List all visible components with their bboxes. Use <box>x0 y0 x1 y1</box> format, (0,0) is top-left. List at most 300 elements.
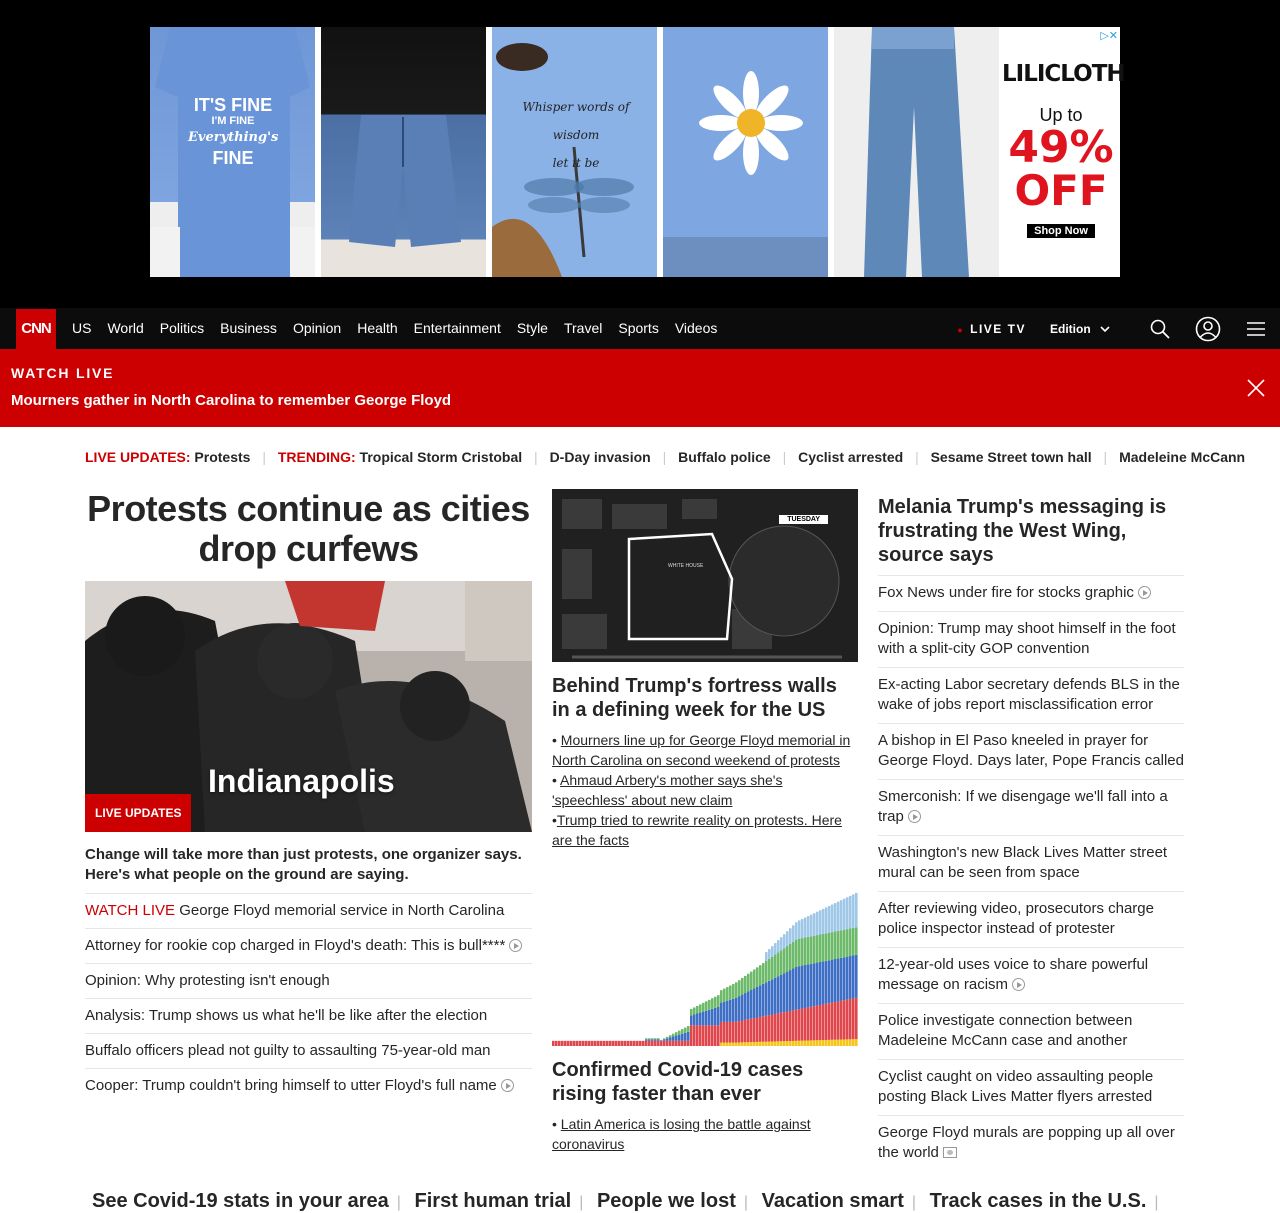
chart-bar-segment <box>693 1007 696 1014</box>
chevron-down-icon <box>1100 326 1110 333</box>
ad-tile-wide-pants[interactable] <box>834 27 999 277</box>
chart-bar-segment <box>699 1013 702 1026</box>
chart-bar-segment <box>831 1040 834 1046</box>
chart-bar-segment <box>822 961 825 1004</box>
chart-bar-segment <box>795 922 798 939</box>
list-item[interactable] <box>878 836 1184 892</box>
chart-bar-segment <box>648 1039 651 1041</box>
ad-shirt-text-4: FINE <box>188 148 278 168</box>
nav-links <box>72 320 717 336</box>
bottom-link-covid-stats[interactable]: See Covid-19 stats in your area <box>92 1190 389 1212</box>
ad-shop-now-button[interactable]: Shop Now <box>1027 224 1095 238</box>
chart-bar-segment <box>846 1039 849 1046</box>
chart-bar-segment <box>630 1041 633 1046</box>
chart-bar-segment <box>843 957 846 1000</box>
chart-bar-segment <box>606 1041 609 1046</box>
list-item-text: 12-year-old uses voice to share powerful message on racism <box>878 956 1148 993</box>
chart-bar-segment <box>576 1041 579 1046</box>
list-item-text: Washington's new Black Lives Matter street mural can be seen from space <box>878 844 1167 881</box>
chart-bar-segment <box>771 946 774 957</box>
watch-live-banner[interactable] <box>0 349 1280 427</box>
chart-bar-segment <box>735 998 738 1022</box>
chart-bar-segment <box>663 1038 666 1039</box>
chart-bar-segment <box>690 1025 693 1046</box>
chart-bar-segment <box>813 1040 816 1046</box>
shorts-image <box>321 27 486 277</box>
banner-kicker: WATCH LIVE <box>11 365 114 381</box>
lead-headline[interactable]: Protests continue as cities drop curfews <box>85 489 532 569</box>
chart-bar-segment <box>789 944 792 970</box>
list-item-text: Police investigate connection between Madeleine McCann case and another <box>878 1012 1132 1049</box>
chart-bar-segment <box>852 894 855 928</box>
chart-bar-segment <box>561 1041 564 1046</box>
chart-bar-segment <box>855 1039 858 1046</box>
list-item[interactable] <box>878 1060 1184 1116</box>
divider: | <box>397 1194 401 1211</box>
chart-bar-segment <box>831 932 834 960</box>
chart-bar-segment <box>777 1041 780 1046</box>
chart-bar-segment <box>723 1043 726 1046</box>
middle-column <box>552 489 858 1154</box>
chart-bar-segment <box>840 1040 843 1046</box>
chart-bar-segment <box>594 1041 597 1046</box>
trending-link-sesame-street[interactable]: Sesame Street town hall <box>931 449 1092 465</box>
chart-bar-segment <box>726 1043 729 1046</box>
chart-bar-segment <box>810 1007 813 1041</box>
list-item-text: Fox News under fire for stocks graphic <box>878 584 1134 601</box>
chart-bar-segment <box>747 974 750 992</box>
chart-bar-segment <box>582 1041 585 1046</box>
lead-image[interactable] <box>85 581 532 832</box>
chart-bar-segment <box>741 995 744 1021</box>
edition-selector[interactable] <box>1050 322 1110 336</box>
list-item-text: Ex-acting Labor secretary defends BLS in the wake of jobs report misclassification error <box>878 676 1180 713</box>
chart-bar-segment <box>771 979 774 1014</box>
nav-link-us[interactable]: US <box>72 320 91 336</box>
ad-banner[interactable] <box>150 27 1120 277</box>
chart-bar-segment <box>705 1011 708 1026</box>
bottom-link-people-lost[interactable]: People we lost <box>597 1190 736 1212</box>
story-headline[interactable]: Behind Trump's fortress walls in a defining week for the US <box>552 674 858 722</box>
ad-brand-panel[interactable] <box>1002 27 1120 277</box>
chart-bar-segment <box>714 997 717 1008</box>
trending-label: TRENDING: <box>278 449 356 465</box>
chart-bar-segment <box>645 1041 648 1046</box>
chart-bar-segment <box>765 1016 768 1042</box>
list-item[interactable] <box>878 892 1184 948</box>
chart-bar-segment <box>789 928 792 944</box>
video-play-icon <box>509 939 522 952</box>
user-icon <box>1195 316 1221 342</box>
chart-bar-segment <box>768 949 771 959</box>
chart-bar-segment <box>813 913 816 935</box>
nav-link-videos[interactable]: Videos <box>675 320 718 336</box>
chart-bar-segment <box>807 964 810 1007</box>
chart-bar-segment <box>696 1006 699 1014</box>
list-item[interactable] <box>878 668 1184 724</box>
chart-bar-segment <box>846 1000 849 1040</box>
chart-bar-segment <box>705 1025 708 1046</box>
chart-bar-segment <box>825 1004 828 1040</box>
chart-bar-segment <box>591 1041 594 1046</box>
nav-link-opinion[interactable]: Opinion <box>293 320 341 336</box>
chart-bar-segment <box>699 1004 702 1012</box>
chart-bar-segment <box>756 1042 759 1046</box>
chart-bar-segment <box>645 1038 648 1039</box>
ad-percent: 49% <box>1002 126 1120 170</box>
wide-pants-image <box>834 27 999 277</box>
ad-shirt-text-1: IT'S FINE <box>188 95 278 115</box>
chart-bar-segment <box>813 963 816 1006</box>
chart-bar-segment <box>816 963 819 1006</box>
list-item[interactable] <box>85 1069 532 1103</box>
chart-bar-segment <box>828 1003 831 1040</box>
chart-bar-segment <box>552 1041 555 1046</box>
chart-bar-segment <box>726 1001 729 1022</box>
chart-bar-segment <box>792 925 795 942</box>
chart-bar-segment <box>669 1035 672 1037</box>
chart-bar-segment <box>768 1015 771 1041</box>
trending-link-protests[interactable]: Protests <box>194 449 250 465</box>
lead-column <box>85 489 532 1103</box>
bullet-item[interactable]: •Trump tried to rewrite reality on protests. Here are the facts <box>552 810 858 850</box>
chart-bar-segment <box>819 934 822 962</box>
chart-bar-segment <box>807 1040 810 1046</box>
bullet-link: Ahmaud Arbery's mother says she's 'speechless' about new claim <box>552 772 782 808</box>
ad-tile-dragonfly[interactable] <box>492 27 657 277</box>
nav-link-travel[interactable]: Travel <box>564 320 602 336</box>
edition-label: Edition <box>1050 322 1091 336</box>
nav-link-entertainment[interactable]: Entertainment <box>414 320 501 336</box>
chart-bar-segment <box>753 1042 756 1046</box>
chart-bar-segment <box>744 1042 747 1046</box>
chart-bar-segment <box>828 960 831 1003</box>
chart-bar-segment <box>729 1022 732 1043</box>
chart-bar-segment <box>672 1036 675 1040</box>
bullet-item[interactable]: • Mourners line up for George Floyd memorial in North Carolina on second weekend of protests <box>552 730 858 770</box>
chart-bar-segment <box>705 1001 708 1010</box>
chart-bar-segment <box>825 933 828 961</box>
chart-bar-segment <box>702 1012 705 1026</box>
chart-bar-segment <box>690 1015 693 1025</box>
search-icon <box>1150 319 1170 339</box>
chart-bar-segment <box>708 1010 711 1026</box>
ad-shirt-text-3: Everything's <box>188 128 278 148</box>
map-tag: TUESDAY <box>779 515 828 524</box>
chart-bar-segment <box>780 975 783 1013</box>
bullet-link: Mourners line up for George Floyd memorial in North Carolina on second weekend of protests <box>552 732 850 768</box>
chart-bar-segment <box>837 902 840 931</box>
chart-bar-segment <box>723 989 726 1002</box>
chart-bar-segment <box>714 1025 717 1046</box>
chart-bar-segment <box>618 1041 621 1046</box>
chart-bar-segment <box>819 962 822 1005</box>
chart-bar-segment <box>681 1041 684 1046</box>
chart-bar-segment <box>804 1008 807 1041</box>
chart-bar-segment <box>765 1042 768 1046</box>
chart-bar-segment <box>846 897 849 929</box>
story-headline[interactable]: Confirmed Covid-19 cases rising faster than ever <box>552 1058 858 1106</box>
white-house-map-image[interactable] <box>552 489 858 662</box>
nav-link-business[interactable]: Business <box>220 320 277 336</box>
list-item-text: After reviewing video, prosecutors charge police inspector instead of protester <box>878 900 1154 937</box>
divider: | <box>534 449 538 465</box>
chart-bar-segment <box>639 1041 642 1046</box>
chart-bar-segment <box>717 1007 720 1025</box>
chart-bar-segment <box>693 1014 696 1025</box>
ad-tile-tshirt[interactable] <box>150 27 315 277</box>
list-item[interactable] <box>878 780 1184 836</box>
list-item[interactable] <box>878 948 1184 1004</box>
chart-bar-segment <box>795 967 798 1010</box>
trending-link-cyclist[interactable]: Cyclist arrested <box>798 449 903 465</box>
live-tv-label: LIVE TV <box>970 322 1026 336</box>
menu-button[interactable] <box>1232 308 1280 349</box>
chart-bar-segment <box>645 1039 648 1041</box>
column-headline[interactable]: Melania Trump's messaging is frustrating the West Wing, source says <box>878 495 1184 576</box>
covid-chart-image[interactable] <box>552 874 858 1046</box>
list-item-text: Cyclist caught on video assaulting people posting Black Lives Matter flyers arrested <box>878 1068 1153 1105</box>
chart-bar-segment <box>678 1035 681 1041</box>
chart-bar-segment <box>570 1041 573 1046</box>
chart-bar-segment <box>792 969 795 1011</box>
ad-tile-daisy-sweater[interactable] <box>663 27 828 277</box>
chart-bar-segment <box>744 1020 747 1042</box>
daisy-sweater-image <box>663 27 828 277</box>
bottom-link-first-trial[interactable]: First human trial <box>415 1190 572 1212</box>
bottom-links-bar <box>92 1190 1167 1213</box>
gallery-icon <box>943 1147 957 1158</box>
ad-shirt-quote-2: let it be <box>506 149 646 177</box>
nav-right <box>957 308 1280 349</box>
chart-bar-segment <box>702 1003 705 1012</box>
chart-bar-segment <box>747 992 750 1020</box>
chart-bar-segment <box>573 1041 576 1046</box>
chart-bar-segment <box>621 1041 624 1046</box>
chart-bar-segment <box>666 1037 669 1039</box>
list-item[interactable] <box>878 612 1184 668</box>
chart-bar-segment <box>744 976 747 993</box>
chart-bar-segment <box>762 984 765 1016</box>
nav-link-health[interactable]: Health <box>357 320 397 336</box>
chart-bar-segment <box>657 1041 660 1046</box>
chart-bar-segment <box>651 1038 654 1039</box>
chart-bar-segment <box>657 1039 660 1041</box>
chart-bar-segment <box>675 1032 678 1035</box>
chart-bar-segment <box>558 1041 561 1046</box>
close-icon[interactable] <box>1246 378 1266 398</box>
chart-bar-segment <box>816 935 819 963</box>
chart-bar-segment <box>663 1041 666 1046</box>
live-dot-icon: ● <box>957 325 964 335</box>
chart-bar-segment <box>747 1019 750 1042</box>
chart-bar-segment <box>792 942 795 969</box>
bottom-link-track-cases[interactable]: Track cases in the U.S. <box>930 1190 1147 1212</box>
chart-bar-segment <box>651 1041 654 1046</box>
list-item[interactable] <box>878 1116 1184 1171</box>
chart-bar-segment <box>843 1000 846 1039</box>
chart-bar-segment <box>819 1040 822 1046</box>
map-label: WHITE HOUSE <box>668 563 703 569</box>
chart-bar-segment <box>729 986 732 1000</box>
list-item-text: Attorney for rookie cop charged in Floyd's death: This is bull**** <box>85 937 505 954</box>
chart-bar-segment <box>729 1000 732 1022</box>
divider: | <box>915 449 919 465</box>
chart-bar-segment <box>663 1039 666 1041</box>
chart-bar-segment <box>816 912 819 935</box>
ad-tile-shorts[interactable] <box>321 27 486 277</box>
list-item[interactable] <box>878 576 1184 612</box>
chart-bar-segment <box>612 1041 615 1046</box>
trending-link-buffalo-police[interactable]: Buffalo police <box>678 449 771 465</box>
chart-bar-segment <box>792 1010 795 1041</box>
chart-bar-segment <box>684 1041 687 1046</box>
list-item[interactable] <box>878 1004 1184 1060</box>
chart-bar-segment <box>834 1002 837 1040</box>
account-button[interactable] <box>1184 308 1232 349</box>
bottom-link-vacation[interactable]: Vacation smart <box>762 1190 904 1212</box>
cnn-logo[interactable]: CNN <box>16 309 56 349</box>
chart-bar-segment <box>756 1018 759 1042</box>
chart-bar-segment <box>765 961 768 982</box>
chart-bar-segment <box>738 996 741 1021</box>
chart-bar-segment <box>774 943 777 954</box>
chart-bar-segment <box>690 1009 693 1015</box>
chart-bar-segment <box>855 998 858 1039</box>
chart-bar-segment <box>834 1040 837 1046</box>
search-button[interactable] <box>1136 308 1184 349</box>
chart-bar-segment <box>801 938 804 966</box>
chart-bar-segment <box>792 1041 795 1046</box>
chart-bar-segment <box>687 1026 690 1032</box>
trending-link-tropical-storm[interactable]: Tropical Storm Cristobal <box>360 449 523 465</box>
nav-link-world[interactable]: World <box>107 320 143 336</box>
chart-bar-segment <box>759 1042 762 1046</box>
divider: | <box>579 1194 583 1211</box>
list-item[interactable] <box>85 894 532 929</box>
chart-bar-segment <box>696 1025 699 1046</box>
live-tv-link[interactable] <box>957 322 1026 336</box>
chart-bar-segment <box>798 939 801 967</box>
chart-bar-segment <box>603 1041 606 1046</box>
chart-bar-segment <box>762 1016 765 1041</box>
chart-bar-segment <box>753 969 756 988</box>
list-item[interactable] <box>85 964 532 999</box>
list-item-text: Smerconish: If we disengage we'll fall into a trap <box>878 788 1168 825</box>
chart-bar-segment <box>807 1007 810 1040</box>
bullet-item[interactable]: • Ahmaud Arbery's mother says she's 'speechless' about new claim <box>552 770 858 810</box>
live-updates-badge[interactable]: LIVE UPDATES <box>85 794 191 832</box>
chart-bar-segment <box>804 965 807 1008</box>
chart-bar-segment <box>654 1039 657 1041</box>
story-bullets <box>552 1114 858 1154</box>
chart-bar-segment <box>855 955 858 998</box>
chart-bar-segment <box>804 1041 807 1046</box>
list-item-text: George Floyd memorial service in North Carolina <box>179 902 504 919</box>
chart-bar-segment <box>651 1039 654 1041</box>
chart-bar-segment <box>813 1006 816 1040</box>
chart-bar-segment <box>774 1014 777 1041</box>
chart-bar-segment <box>828 906 831 933</box>
chart-bar-segment <box>774 955 777 978</box>
divider: | <box>262 449 266 465</box>
chart-bar-segment <box>696 1014 699 1026</box>
chart-bar-segment <box>597 1041 600 1046</box>
lead-subheadline[interactable]: Change will take more than just protests, one organizer says. Here's what people on the ground are saying. <box>85 845 532 894</box>
chart-bar-segment <box>780 1041 783 1046</box>
chart-bar-segment <box>849 956 852 999</box>
chart-bar-segment <box>714 1008 717 1025</box>
chart-bar-segment <box>741 978 744 995</box>
chart-bar-segment <box>657 1038 660 1039</box>
trending-link-mccann[interactable]: Madeleine McCann <box>1119 449 1245 465</box>
chart-bar-segment <box>777 1013 780 1041</box>
chart-bar-segment <box>780 950 783 974</box>
chart-bar-segment <box>783 948 786 973</box>
list-item[interactable] <box>85 929 532 964</box>
bullet-item[interactable]: • Latin America is losing the battle against coronavirus <box>552 1114 858 1154</box>
chart-bar-segment <box>777 976 780 1013</box>
banner-title[interactable]: Mourners gather in North Carolina to remember George Floyd <box>11 392 451 409</box>
chart-bar-segment <box>567 1041 570 1046</box>
chart-bar-segment <box>735 1022 738 1043</box>
chart-bar-segment <box>666 1038 669 1040</box>
chart-bar-segment <box>723 1022 726 1043</box>
chart-bar-segment <box>822 934 825 962</box>
chart-bar-segment <box>774 1041 777 1046</box>
nav-link-sports[interactable]: Sports <box>618 320 658 336</box>
chart-bar-segment <box>750 972 753 990</box>
chart-bar-segment <box>840 958 843 1001</box>
chart-bar-segment <box>720 1022 723 1043</box>
list-item[interactable] <box>878 724 1184 780</box>
bullet-link: Latin America is losing the battle against coronavirus <box>552 1116 811 1152</box>
chart-bar-segment <box>633 1041 636 1046</box>
chart-bar-segment <box>636 1041 639 1046</box>
chart-bar-segment <box>777 952 780 976</box>
chart-bar-segment <box>771 1015 774 1042</box>
chart-bar-segment <box>807 937 810 965</box>
chart-bar-segment <box>648 1038 651 1039</box>
chart-bar-segment <box>711 998 714 1009</box>
adchoices-icon[interactable]: ▷✕ <box>1100 29 1118 42</box>
chart-bar-segment <box>720 1003 723 1022</box>
chart-bar-segment <box>762 1042 765 1046</box>
chart-bar-segment <box>798 1041 801 1046</box>
chart-bar-segment <box>732 1022 735 1043</box>
chart-bar-segment <box>738 980 741 996</box>
chart-bar-segment <box>804 937 807 965</box>
nav-link-style[interactable]: Style <box>517 320 548 336</box>
ad-off: OFF <box>1002 170 1120 212</box>
chart-bar-segment <box>726 1022 729 1043</box>
chart-bar-segment <box>777 940 780 952</box>
chart-bar-segment <box>852 998 855 1039</box>
chart-bar-segment <box>669 1041 672 1046</box>
chart-bar-segment <box>810 936 813 964</box>
video-play-icon <box>1012 978 1025 991</box>
chart-bar-segment <box>564 1041 567 1046</box>
chart-bar-segment <box>765 952 768 961</box>
nav-link-politics[interactable]: Politics <box>160 320 204 336</box>
chart-bar-segment <box>687 1041 690 1046</box>
list-item[interactable] <box>85 1034 532 1069</box>
trending-link-d-day[interactable]: D-Day invasion <box>550 449 651 465</box>
chart-bar-segment <box>678 1041 681 1046</box>
bullet-link: Trump tried to rewrite reality on protests. Here are the facts <box>552 812 842 848</box>
chart-bar-segment <box>837 931 840 959</box>
list-item[interactable] <box>85 999 532 1034</box>
